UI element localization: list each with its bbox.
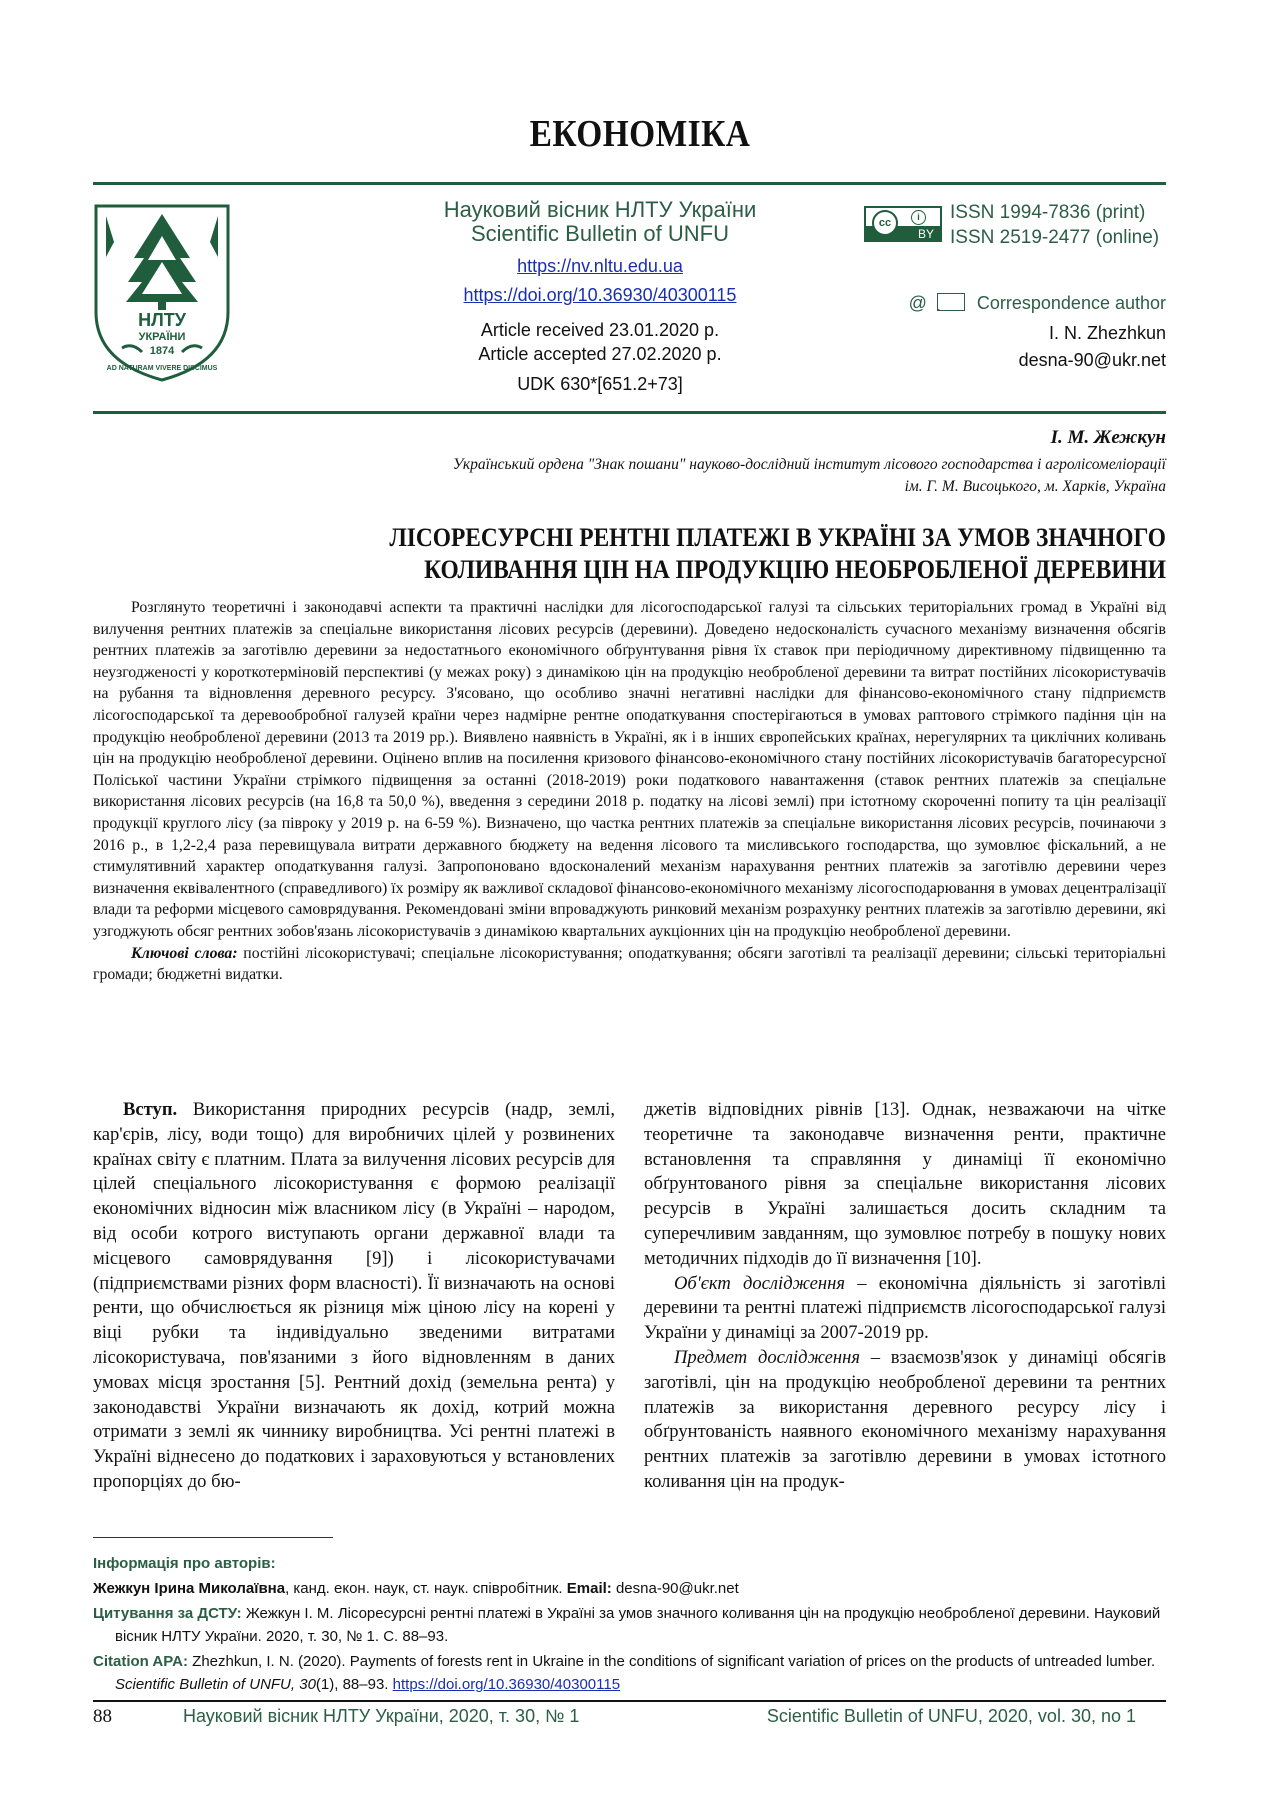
research-subject-label: Предмет дослідження: [674, 1346, 860, 1368]
citation-apa: [93, 1650, 1166, 1696]
issn-block: [950, 200, 1159, 250]
correspondence-email[interactable]: desna-90@ukr.net: [1018, 350, 1166, 370]
at-icon: @: [908, 293, 927, 313]
page-number: 88: [93, 1706, 112, 1727]
article-author: І. М. Жежкун: [1050, 427, 1166, 448]
nltu-logo-icon: [92, 202, 232, 384]
keywords-text: постійні лісокористувачі; спеціальне лісокористування; оподаткування; обсяги заготівлі та реалізації деревини; сільські територіальні громади; бюджетні видатки.: [93, 944, 1166, 984]
footer-journal-en: Scientific Bulletin of UNFU, 2020, vol. 30, no 1: [766, 1706, 1136, 1726]
header-top-rule: [93, 182, 1166, 185]
attribution-person-icon: i: [911, 210, 926, 225]
apa-journal: Scientific Bulletin of UNFU, 30: [115, 1676, 316, 1693]
abstract: [93, 597, 1166, 986]
correspondence-name: I. N. Zhezhkun: [1048, 323, 1166, 343]
keywords-label: Ключові слова:: [131, 944, 238, 962]
citation-dstu: [93, 1602, 1166, 1648]
cc-icon: cc: [872, 210, 898, 236]
correspondence-label: Correspondence author: [976, 293, 1166, 313]
intro-text: Використання природних ресурсів (надр, землі, кар'єрів, лісу, води тощо) для виробничих цілей у розвинених країнах світу є платним. Плата за вилучення лісових ресурсів для цілей спеціального лісокористування є формою реалізації економічних відносин між власником лісу (в Україні – народом, від особи котрого виступають органи державної влади та місцевого самоврядування [9]) і лісокористувачами (підприємствами різних форм власності). Її визначають на основі ренти, що обчислюється як різниця між ціною лісу на корені у віці рубки та індивідуально зведеними витратами лісокористувача, пов'язаними з його відновленням в даних умовах місця зростання [5]. Рентний дохід (земельна рента) у законодавстві України визначають як дохід, котрий можна отримати з землі як чиннику виробництва. Усі рентні платежі в Україні віднесено до податкових і зараховуються у встановлених пропорціях до бю-: [93, 1099, 615, 1492]
research-subject-paragraph: [644, 1346, 1166, 1495]
author-full-name: Жежкун Ірина Миколаївна: [93, 1580, 286, 1597]
svg-text:AD NATURAM VIVERE DISCIMUS: AD NATURAM VIVERE DISCIMUS: [106, 365, 218, 372]
intro-heading: Вступ.: [123, 1099, 178, 1120]
research-subject-text: – взаємозв'язок у динаміці обсягів заготівлі, цін на продукцію необробленої деревини та рентних платежів за використання деревного ресурсу лісу і обґрунтованість наявного економічного механізму нарахування рентних платежів за заготівлю деревини в умовах істотного коливання цін на продук-: [644, 1346, 1166, 1492]
footnotes: [93, 1552, 1166, 1698]
article-title: [356, 522, 1166, 586]
footnote-rule: [93, 1537, 333, 1538]
svg-text:НЛТУ: НЛТУ: [138, 310, 186, 330]
research-object-text: – економічна діяльність зі заготівлі деревини та рентні платежі підприємств лісогосподарської галузі України у динаміці за 2007-2019 рр.: [644, 1272, 1166, 1344]
abstract-text: Розглянуто теоретичні і законодавчі аспекти та практичні наслідки для лісогосподарської галузі та сільських територіальних громад в Україні від вилучення рентних платежів за спеціальне використання лісових ресурсів (деревини). Доведено недосконалість сучасного механізму визначення обсягів рентних платежів за заготівлю деревини за недостатнього економічного обґрунтування рівня їх ставок при періодичному директивному підвищенню та неузгодженості у короткотерміновій перспективі (у межах року) з динамікою цін на продукцію необробленої деревини та витрат постійних лісокористувачів на рубання та відновлення деревного ресурсу. З'ясовано, що особливо значні негативні наслідки для фінансово-економічного стану підприємств лісогосподарської та деревообробної галузей країни через надмірне рентне оподаткування спостерігаються в умовах раптового стрімкого падіння цін на продукцію необробленої деревини (2013 та 2019 рр.). Виявлено наявність в Україні, як і в інших європейських країнах, нерегулярних та циклічних коливань цін на продукцію необробленої деревини. Оцінено вплив на посилення кризового фінансово-економічного стану постійних лісокористувачів багаторесурсної Поліської частини України стрімкого підвищення за останні (2018-2019) роки податкового навантаження (ставок рентних платежів за спеціальне використання лісових ресурсів (на 16,8 та 50,0 %), введення з середини 2018 р. податку на лісові землі) при істотному скороченні попиту та цін реалізації продукції круглого лісу (за півроку у 2019 р. на 6-59 %). Визначено, що частка рентних платежів за спеціальне використання лісових ресурсів, починаючи з 2016 р., в 1,2-2,4 раза перевищувала витрати державного бюджету на ведення лісового та мисливського господарства, що зумовлює фіскальний, а не стимулятивний характер оподаткування галузі. Запропоновано вдосконалений механізм нарахування рентних платежів за заготівлю деревини через визначення еквівалентного (справедливого) їх розміру як важливої складової фінансово-економічного механізму лісогосподарювання в умовах децентралізації влади та реформи місцевого самоврядування. Рекомендовані зміни впроваджують ринковий механізм розрахунку рентних платежів за заготівлю деревини, які узгоджують обсяг рентних зобов'язань лісокористувачів з динамікою квартальних аукціонних цін на продукцію необробленої деревини.: [93, 599, 1166, 940]
journal-name-en: Scientific Bulletin of UNFU: [471, 221, 729, 246]
accepted-date: Article accepted 27.02.2020 р.: [478, 344, 722, 364]
udk-code: UDK 630*[651.2+73]: [517, 374, 683, 394]
by-label: BY: [917, 227, 934, 241]
research-object-paragraph: [644, 1272, 1166, 1346]
author-info: [93, 1577, 1166, 1600]
apa-issue: (1), 88–93.: [315, 1676, 393, 1693]
header-bottom-rule: [93, 411, 1166, 414]
section-title: ЕКОНОМІКА: [529, 113, 751, 155]
dstu-label: Цитування за ДСТУ:: [93, 1605, 242, 1622]
title-line-1: ЛІСОРЕСУРСНІ РЕНТНІ ПЛАТЕЖІ В УКРАЇНІ ЗА УМОВ ЗНАЧНОГО: [389, 523, 1167, 552]
svg-text:1874: 1874: [149, 345, 175, 357]
body-column-left: [93, 1098, 615, 1495]
issn-online: ISSN 2519-2477 (online): [950, 227, 1160, 248]
introduction-paragraph: [93, 1098, 615, 1495]
author-details: , канд. екон. наук, ст. наук. співробітник.: [285, 1580, 567, 1597]
email-label: Email:: [566, 1580, 612, 1597]
envelope-icon: [937, 293, 965, 311]
affiliation-line-2: ім. Г. М. Висоцького, м. Харків, Україна: [904, 478, 1166, 495]
author-email[interactable]: desna-90@ukr.net: [611, 1580, 739, 1597]
journal-info-block: [400, 198, 800, 395]
body-column-right: [644, 1098, 1166, 1495]
journal-website-link[interactable]: https://nv.nltu.edu.ua: [517, 256, 683, 276]
footer-journal-ua: Науковий вісник НЛТУ України, 2020, т. 30, № 1: [183, 1706, 580, 1726]
svg-text:УКРАЇНИ: УКРАЇНИ: [138, 331, 186, 343]
journal-name-ua: Науковий вісник НЛТУ України: [443, 197, 757, 222]
authors-info-heading: Інформація про авторів:: [93, 1555, 276, 1572]
title-line-2: КОЛИВАННЯ ЦІН НА ПРОДУКЦІЮ НЕОБРОБЛЕНОЇ ДЕРЕВИНИ: [424, 555, 1167, 584]
issn-print: ISSN 1994-7836 (print): [950, 202, 1146, 223]
continuation-paragraph: джетів відповідних рівнів [13]. Однак, незважаючи на чітке теоретичне та законодавче визначення ренти, практичне встановлення та справляння у динаміці її економічно обґрунтованого рівня за спеціальне використання лісових ресурсів в Україні залишається досить складним та суперечливим завданням, що зумовлює потребу в пошуку нових методичних підходів до її визначення [10].: [644, 1099, 1166, 1269]
correspondence-block: [909, 293, 1166, 374]
apa-text: Zhezhkun, I. N. (2020). Payments of forests rent in Ukraine in the conditions of significant variation of prices on the products of untreaded lumber.: [188, 1653, 1156, 1670]
received-date: Article received 23.01.2020 р.: [480, 320, 720, 340]
dstu-text: Жежкун І. М. Лісоресурсні рентні платежі в Україні за умов значного коливання цін на продукцію необробленої деревини. Науковий вісник НЛТУ України. 2020, т. 30, № 1. С. 88–93.: [115, 1605, 1161, 1645]
doi-link[interactable]: https://doi.org/10.36930/40300115: [463, 285, 737, 305]
apa-doi-link[interactable]: https://doi.org/10.36930/40300115: [392, 1676, 621, 1693]
affiliation-line-1: Український ордена "Знак пошани" науково-дослідний інститут лісового господарства і агролісомеліорації: [452, 456, 1166, 473]
apa-label: Citation APA:: [93, 1653, 188, 1670]
research-object-label: Об'єкт дослідження: [674, 1272, 846, 1294]
keywords: [93, 943, 1166, 986]
cc-by-license-icon: [864, 206, 942, 242]
footer-rule: [93, 1700, 1166, 1702]
author-affiliation: [206, 454, 1166, 498]
